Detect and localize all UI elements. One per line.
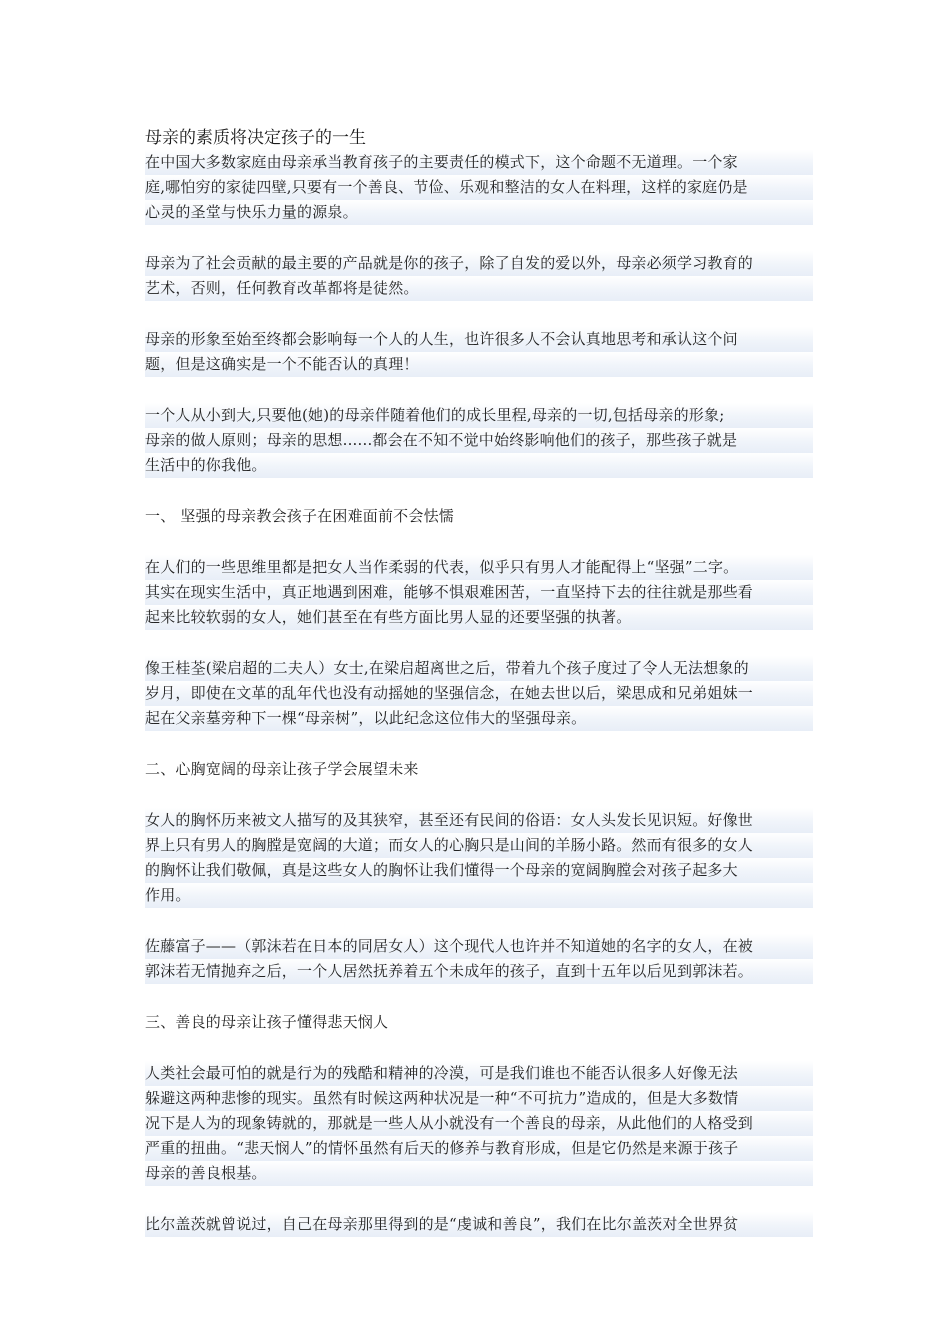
section-heading xyxy=(145,757,813,782)
paragraph-line: 作用。 xyxy=(145,883,813,908)
paragraph-line: 母亲为了社会贡献的最主要的产品就是你的孩子，除了自发的爱以外，母亲必须学习教育的 xyxy=(145,251,813,276)
heading-text: 二、心胸宽阔的母亲让孩子学会展望未来 xyxy=(145,760,419,778)
paragraph xyxy=(145,656,813,731)
paragraph xyxy=(145,251,813,301)
paragraph-line: 人类社会最可怕的就是行为的残酷和精神的冷漠，可是我们谁也不能否认很多人好像无法 xyxy=(145,1061,813,1086)
paragraph xyxy=(145,150,813,225)
paragraph-line: 心灵的圣堂与快乐力量的源泉。 xyxy=(145,200,813,225)
paragraph-line: 像王桂荃(梁启超的二夫人）女士,在梁启超离世之后，带着九个孩子度过了令人无法想象的 xyxy=(145,656,813,681)
section-heading xyxy=(145,1010,813,1035)
paragraph-line: 题，但是这确实是一个不能否认的真理！ xyxy=(145,352,813,377)
paragraph-line: 起在父亲墓旁种下一棵“母亲树”，以此纪念这位伟大的坚强母亲。 xyxy=(145,706,813,731)
paragraph-line: 界上只有男人的胸膛是宽阔的大道；而女人的心胸只是山间的羊肠小路。然而有很多的女人 xyxy=(145,833,813,858)
paragraph-line: 的胸怀让我们敬佩，真是这些女人的胸怀让我们懂得一个母亲的宽阔胸膛会对孩子起多大 xyxy=(145,858,813,883)
paragraph-line: 岁月，即使在文革的乱年代也没有动摇她的坚强信念，在她去世以后，梁思成和兄弟姐妹一 xyxy=(145,681,813,706)
document-title: 母亲的素质将决定孩子的一生 xyxy=(145,128,366,148)
paragraph xyxy=(145,327,813,377)
paragraph-line: 躲避这两种悲惨的现实。虽然有时候这两种状况是一种“不可抗力”造成的，但是大多数情 xyxy=(145,1086,813,1111)
paragraph xyxy=(145,555,813,630)
heading-text: 三、善良的母亲让孩子懂得悲天悯人 xyxy=(145,1013,389,1031)
paragraph-line: 起来比较软弱的女人，她们甚至在有些方面比男人显的还要坚强的执著。 xyxy=(145,605,813,630)
paragraph-line: 比尔盖茨就曾说过，自己在母亲那里得到的是“虔诚和善良”，我们在比尔盖茨对全世界贫 xyxy=(145,1212,813,1237)
paragraph-line: 郭沫若无情抛弃之后，一个人居然抚养着五个未成年的孩子，直到十五年以后见到郭沫若。 xyxy=(145,959,813,984)
paragraph-line: 生活中的你我他。 xyxy=(145,453,813,478)
paragraph-line: 女人的胸怀历来被文人描写的及其狭窄，甚至还有民间的俗语：女人头发长见识短。好像世 xyxy=(145,808,813,833)
heading-text: 一、 坚强的母亲教会孩子在困难面前不会怯懦 xyxy=(145,507,454,525)
paragraph-line: 庭,哪怕穷的家徒四壁,只要有一个善良、节俭、乐观和整洁的女人在料理，这样的家庭仍是 xyxy=(145,175,813,200)
paragraph xyxy=(145,1212,813,1237)
paragraph-line: 母亲的善良根基。 xyxy=(145,1161,813,1186)
document-body xyxy=(145,150,813,1237)
paragraph xyxy=(145,403,813,478)
paragraph-line: 况下是人为的现象铸就的，那就是一些人从小就没有一个善良的母亲，从此他们的人格受到 xyxy=(145,1111,813,1136)
section-heading xyxy=(145,504,813,529)
paragraph-line: 母亲的做人原则；母亲的思想......都会在不知不觉中始终影响他们的孩子，那些孩子就是 xyxy=(145,428,813,453)
paragraph xyxy=(145,934,813,984)
paragraph-line: 在中国大多数家庭由母亲承当教育孩子的主要责任的模式下，这个命题不无道理。一个家 xyxy=(145,150,813,175)
document-page xyxy=(145,126,813,1237)
paragraph-line: 其实在现实生活中，真正地遇到困难，能够不惧艰难困苦，一直坚持下去的往往就是那些看 xyxy=(145,580,813,605)
paragraph xyxy=(145,1061,813,1186)
paragraph-line: 母亲的形象至始至终都会影响每一个人的人生，也许很多人不会认真地思考和承认这个问 xyxy=(145,327,813,352)
paragraph-line: 一个人从小到大,只要他(她)的母亲伴随着他们的成长里程,母亲的一切,包括母亲的形象; xyxy=(145,403,813,428)
paragraph xyxy=(145,808,813,908)
paragraph-line: 艺术，否则，任何教育改革都将是徒然。 xyxy=(145,276,813,301)
paragraph-line: 在人们的一些思维里都是把女人当作柔弱的代表，似乎只有男人才能配得上“坚强”二字。 xyxy=(145,555,813,580)
paragraph-line: 严重的扭曲。“悲天悯人”的情怀虽然有后天的修养与教育形成，但是它仍然是来源于孩子 xyxy=(145,1136,813,1161)
paragraph-line: 佐藤富子——（郭沫若在日本的同居女人）这个现代人也许并不知道她的名字的女人，在被 xyxy=(145,934,813,959)
